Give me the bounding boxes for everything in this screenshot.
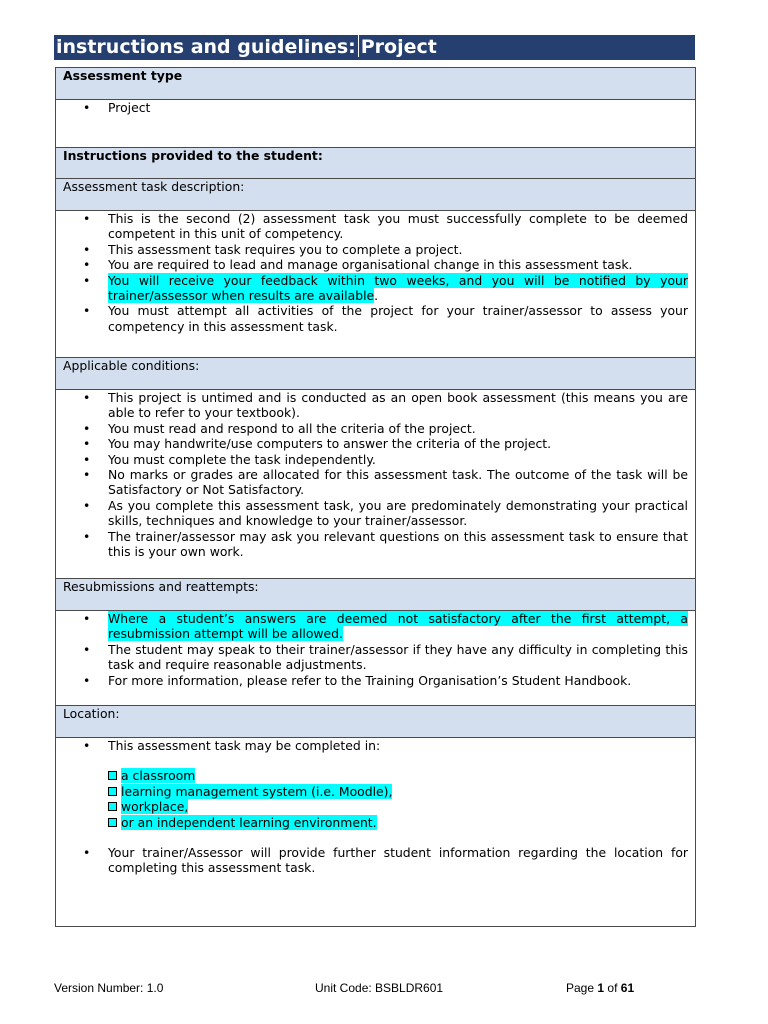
list-item: • You may handwrite/use computers to answer the criteria of the project. [63,436,688,451]
assessment-type-item: • Project [63,100,688,115]
location-heading: Location: [56,706,696,738]
conditions-heading: Applicable conditions: [56,358,696,390]
sentence-end: . [374,288,379,304]
list-item: • The student may speak to their trainer/assessor if they have any difficulty in completing this task and require reasonable adjustments. [63,642,688,673]
checkbox-icon [108,802,117,811]
list-item: • As you complete this assessment task, you are predominately demonstrating your practical skills, techniques and knowledge to your trainer/assessor. [63,498,688,529]
location-option: or an independent learning environment. [108,815,688,830]
highlighted-text: Where a student’s answers are deemed not satisfactory after the first attempt, a resubmission attempt will be allowed. [108,611,688,642]
document-title [54,35,695,60]
list-item: • You must complete the task independently. [63,452,688,467]
instructions-heading: Instructions provided to the student: [56,148,696,179]
conditions-cell [56,390,696,579]
title-project: Project [360,36,437,58]
list-item: • You must read and respond to all the criteria of the project. [63,421,688,436]
checkbox-icon [108,771,117,780]
list-item: • The trainer/assessor may ask you relevant questions on this assessment task to ensure that this is your own work. [63,529,688,560]
title-separator [358,35,359,57]
location-option: workplace, [108,799,688,814]
location-options [108,768,688,830]
task-description-heading: Assessment task description: [56,179,696,211]
list-item: • For more information, please refer to the Training Organisation’s Student Handbook. [63,673,688,688]
list-item: • This project is untimed and is conducted as an open book assessment (this means you are able to refer to your textbook). [63,390,688,421]
list-item [63,611,688,642]
list-item [63,738,688,830]
assessment-instructions-table [55,67,696,927]
list-item: • You must attempt all activities of the project for your trainer/assessor to assess your competency in this assessment task. [63,303,688,334]
assessment-type-cell [56,100,696,148]
location-cell [56,738,696,927]
assessment-type-heading: Assessment type [56,68,696,100]
list-item: • This assessment task requires you to complete a project. [63,242,688,257]
footer-page-number: Page 1 of 61 [566,981,635,995]
task-description-cell [56,211,696,358]
footer-version: Version Number: 1.0 [54,981,164,995]
footer-unit-code: Unit Code: BSBLDR601 [315,981,444,995]
list-item: • No marks or grades are allocated for this assessment task. The outcome of the task will be Satisfactory or Not Satisfactory. [63,467,688,498]
location-option: learning management system (i.e. Moodle), [108,784,688,799]
checkbox-icon [108,818,117,827]
resubmissions-cell [56,611,696,706]
location-intro: This assessment task may be completed in: [108,738,381,753]
list-item: • You are required to lead and manage organisational change in this assessment task. [63,257,688,272]
title-text: instructions and guidelines: [56,36,356,58]
location-option: a classroom [108,768,688,783]
list-item: • Your trainer/Assessor will provide further student information regarding the location for completing this assessment task. [63,845,688,876]
resubmissions-heading: Resubmissions and reattempts: [56,579,696,611]
highlighted-text: You will receive your feedback within two weeks, and you will be notified by your trainer/assessor when results are available [108,272,688,304]
list-item: • This is the second (2) assessment task you must successfully complete to be deemed competent in this unit of competency. [63,211,688,242]
checkbox-icon [108,787,117,796]
list-item [63,273,688,304]
